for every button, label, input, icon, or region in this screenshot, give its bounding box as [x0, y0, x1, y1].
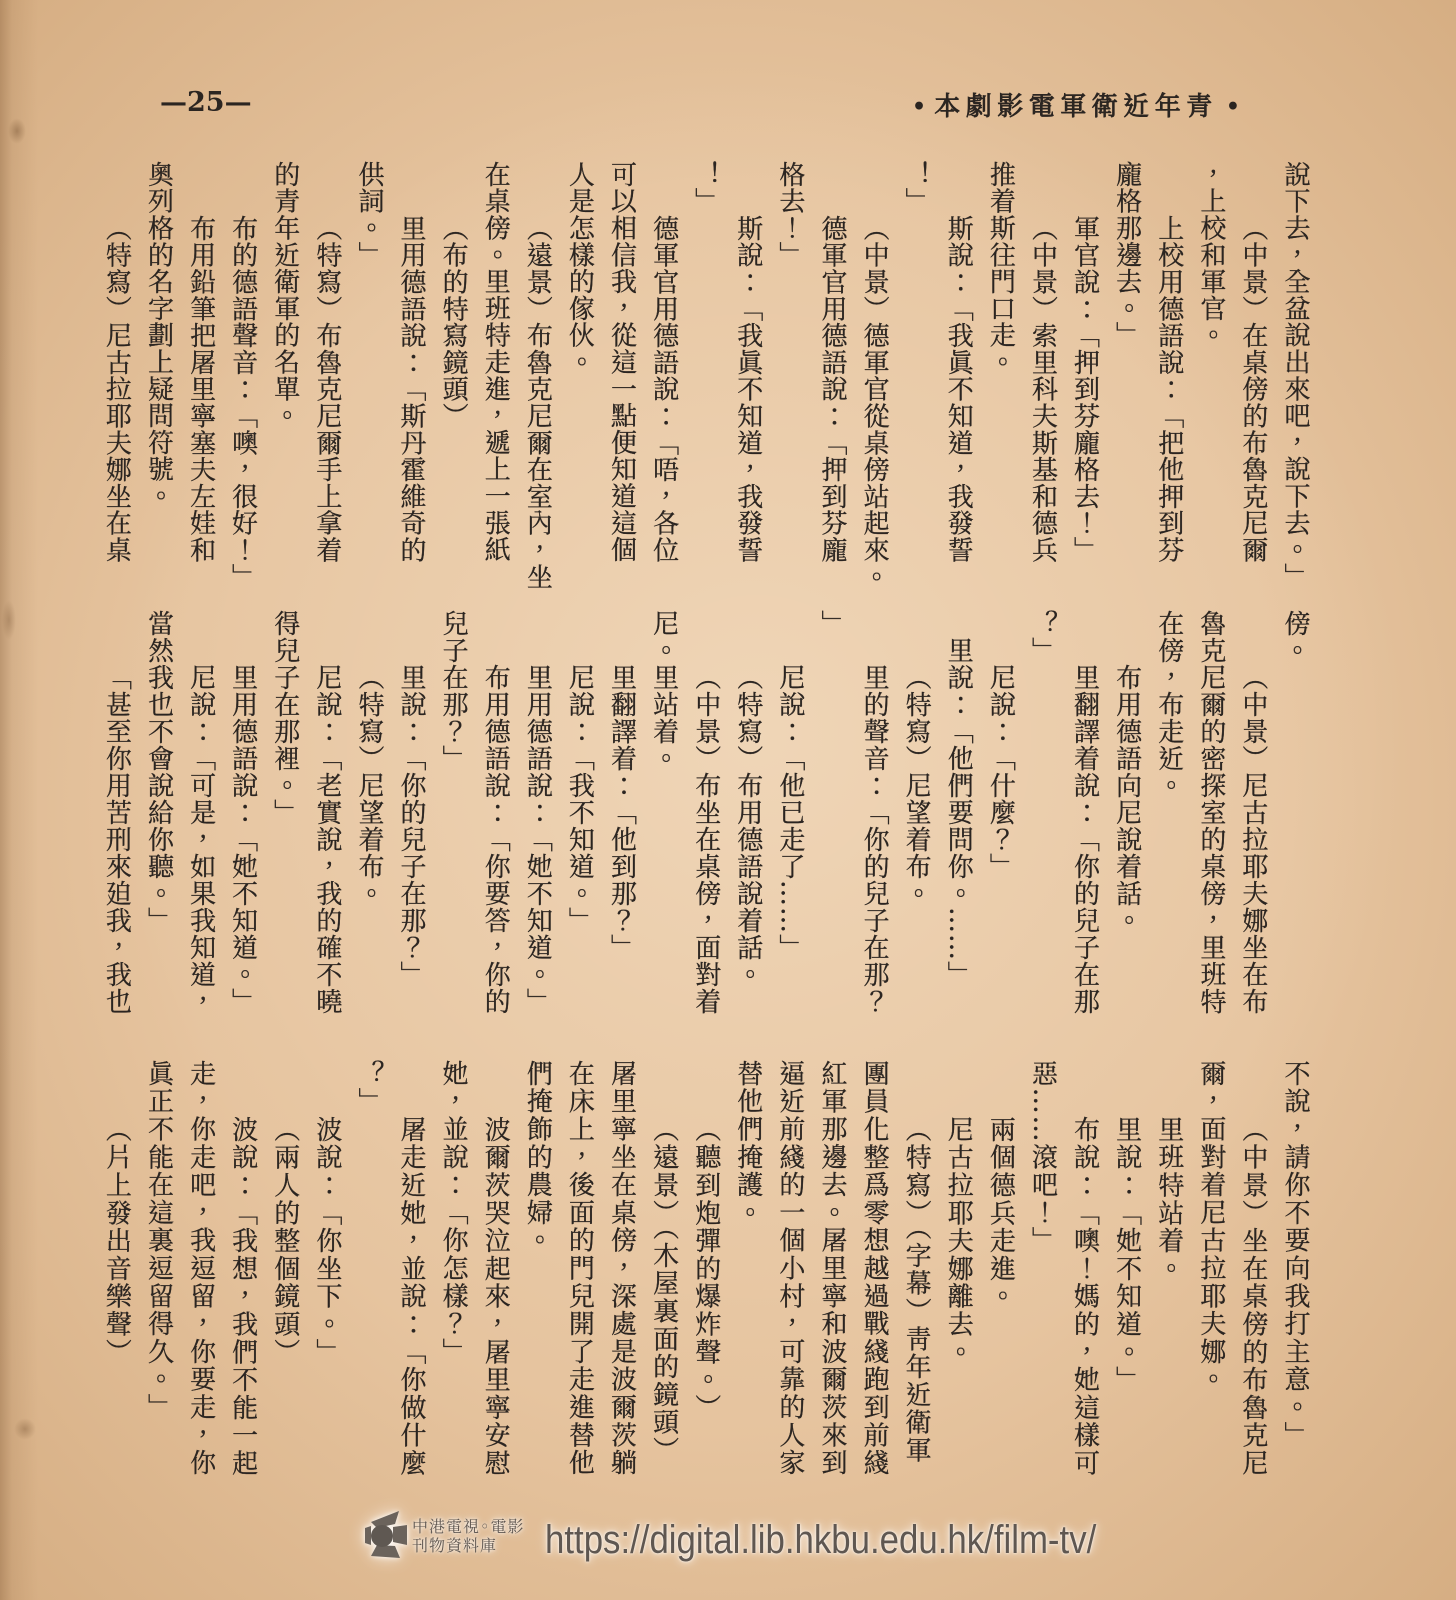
- text-column: 爾，面對着尼古拉耶夫娜。: [1195, 1060, 1226, 1394]
- text-column: 推着斯往門口走。: [985, 161, 1016, 376]
- text-column: 說下去，全盆說出來吧，說下去。」: [1280, 161, 1310, 590]
- text-column: 兩個德兵走進。: [985, 1115, 1016, 1311]
- text-column: （片上發出音樂聲）: [101, 1115, 132, 1366]
- text-column: （特寫）尼望着布。: [901, 664, 932, 907]
- text-column: （中景）布坐在桌傍，面對着: [690, 664, 721, 1015]
- text-column: 逼近前綫的一個小村，可靠的人家: [774, 1060, 805, 1477]
- watermark-url: https://digital.lib.hkbu.edu.hk/film-tv/: [545, 1518, 1097, 1562]
- text-column: 德軍官用德語說：「押到芬龐: [816, 214, 847, 563]
- text-column: 尼古拉耶夫娜離去。: [943, 1115, 974, 1366]
- text-column: （中景）索里科夫斯基和德兵: [1027, 214, 1058, 563]
- text-column: 斯說：「我眞不知道，我發誓: [943, 214, 974, 563]
- text-column: 屠走近她，並說：「你做什麼: [396, 1115, 427, 1477]
- text-column: ？」: [1027, 610, 1058, 664]
- text-column: （遠景）（木屋裏面的鏡頭）: [648, 1115, 679, 1464]
- text-column: 當然我也不會說給你聽。」: [143, 610, 174, 934]
- text-column: 不說，請你不要向我打主意。」: [1280, 1060, 1310, 1450]
- text-column: 屠里寧坐在桌傍，深處是波爾茨躺: [606, 1060, 637, 1477]
- title-bullet-right: •: [1225, 94, 1240, 120]
- text-column: 替他們掩護。: [732, 1060, 763, 1227]
- text-column: （特寫）（字幕）靑年近衛軍: [901, 1115, 932, 1464]
- text-column: 們掩飾的農婦。: [522, 1060, 553, 1255]
- text-column: 布用鉛筆把屠里寧塞夫左娃和: [185, 214, 216, 563]
- paper-stain: [8, 118, 26, 144]
- text-column: 里的聲音：「你的兒子在那？: [859, 664, 890, 1015]
- book-title: 青年近衛軍電影劇本: [934, 92, 1218, 122]
- text-column: 尼說：「可是，如果我知道，: [185, 664, 216, 1015]
- text-column: 「甚至你用苦刑來廹我，我也: [101, 664, 132, 1015]
- text-column: 傍。: [1280, 610, 1310, 664]
- text-column: 在桌傍。里班特走進，遞上一張紙: [480, 161, 511, 563]
- text-column: 眞正不能在這裏逗留得久。」: [143, 1060, 174, 1422]
- text-column: 的青年近衛軍的名單。: [269, 161, 300, 429]
- text-column: 尼說：「他已走了……」: [774, 664, 805, 961]
- text-column: 波爾茨哭泣起來，屠里寧安慰: [480, 1115, 511, 1477]
- text-column: 供詞。」: [353, 161, 384, 269]
- text-tier-bottom: [95, 1060, 1316, 1540]
- text-column: （遠景）布魯克尼爾在室內，坐: [522, 214, 553, 590]
- text-column: ！」: [901, 161, 932, 215]
- text-column: 波說：「我想，我們不能一起: [227, 1115, 258, 1477]
- text-column: （中景）在桌傍的布魯克尼爾: [1237, 214, 1268, 563]
- title-bullet-left: •: [912, 94, 927, 120]
- text-column: 里說：「她不知道。」: [1111, 1115, 1142, 1394]
- text-column: 斯說：「我眞不知道，我發誓: [732, 214, 763, 563]
- text-column: 紅軍那邊去。屠里寧和波爾茨來到: [816, 1060, 847, 1477]
- text-column: 波說：「你坐下。」: [311, 1115, 342, 1366]
- stage-light-icon: [362, 1507, 408, 1559]
- text-column: 里說：「你的兒子在那？」: [396, 664, 427, 988]
- text-column: 格去！」: [774, 161, 805, 269]
- text-column: 德軍官用德語說：「唔，各位: [648, 214, 679, 563]
- text-column: 里用德語說：「她不知道。」: [522, 664, 553, 1015]
- text-column: ！」: [690, 161, 721, 215]
- text-column: 里用德語說：「斯丹霍維奇的: [396, 214, 427, 563]
- watermark-org-line1: 中港電視◦電影: [412, 1517, 525, 1536]
- text-column: 龐格那邊去。」: [1111, 161, 1142, 349]
- text-column: （特寫）布用德語說着話。: [732, 664, 763, 988]
- text-column: 奧列格的名字劃上疑問符號。: [143, 161, 174, 510]
- watermark-org-name: [412, 1517, 524, 1555]
- text-column: 軍官說：「押到芬龐格去！」: [1069, 214, 1100, 563]
- text-column: （中景）德軍官從桌傍站起來。: [859, 214, 890, 590]
- text-column: 布的德語聲音：「噢，很好！」: [227, 214, 258, 590]
- text-column: （特寫）布魯克尼爾手上拿着: [311, 214, 342, 563]
- text-tier-top: [95, 161, 1316, 641]
- text-column: （特寫）尼望着布。: [353, 664, 384, 907]
- text-column: 里用德語說：「她不知道。」: [227, 664, 258, 1015]
- text-column: 尼。里站着。: [648, 610, 679, 772]
- page-number: —25—: [160, 87, 252, 118]
- text-column: 可以相信我，從這一點便知道這個: [606, 161, 637, 563]
- text-column: （中景）坐在桌傍的布魯克尼: [1237, 1115, 1268, 1477]
- text-column: 尼說：「老實說，我的確不曉: [311, 664, 342, 1015]
- text-column: 她，並說：「你怎樣？」: [438, 1060, 469, 1366]
- running-title: [912, 90, 1240, 124]
- text-column: 尼說：「我不知道。」: [564, 664, 595, 934]
- text-column: 尼說：「什麼？」: [985, 664, 1016, 880]
- text-column: 布用德語向尼說着話。: [1111, 664, 1142, 934]
- text-column: （布的特寫鏡頭）: [438, 214, 469, 429]
- text-column: 走，你走吧，我逗留，你要走，你: [185, 1060, 216, 1477]
- text-column: 布說：「噢！媽的，她這樣可: [1069, 1115, 1100, 1477]
- text-column: 得兒子在那裡。」: [269, 610, 300, 826]
- paper-stain: [14, 1418, 36, 1440]
- text-column: 惡……滾吧！」: [1027, 1060, 1058, 1255]
- text-column: 里翻譯着：「他到那？」: [606, 664, 637, 961]
- text-column: 在傍，布走近。: [1153, 610, 1184, 799]
- text-column: ？」: [353, 1060, 384, 1116]
- text-tier-middle: [95, 610, 1316, 1090]
- text-column: （兩人的整個鏡頭）: [269, 1115, 300, 1366]
- text-column: ，上校和軍官。: [1195, 161, 1226, 349]
- text-column: 在床上，後面的門兒開了走進替他: [564, 1060, 595, 1477]
- watermark-org-line2: 刊物資料庫: [412, 1536, 498, 1555]
- text-column: 布用德語說：「你要答，你的: [480, 664, 511, 1015]
- text-column: （特寫）尼古拉耶夫娜坐在桌: [101, 214, 132, 563]
- text-column: 魯克尼爾的密探室的桌傍，里班特: [1195, 610, 1226, 1015]
- text-column: 兒子在那？」: [438, 610, 469, 772]
- paper-stain: [2, 600, 16, 640]
- text-column: 上校用德語說：「把他押到芬: [1153, 214, 1184, 563]
- text-column: 里翻譯着說：「你的兒子在那: [1069, 664, 1100, 1015]
- text-column: 」: [816, 610, 847, 637]
- text-column: 里說：「他們要問你。……」: [943, 637, 974, 988]
- text-column: 團員化整爲零想越過戰綫跑到前綫: [859, 1060, 890, 1477]
- text-column: 里班特站着。: [1153, 1115, 1184, 1283]
- text-column: （聽到炮彈的爆炸聲。）: [690, 1115, 721, 1422]
- text-column: （中景）尼古拉耶夫娜坐在布: [1237, 664, 1268, 1015]
- text-column: 人是怎樣的傢伙。: [564, 161, 595, 376]
